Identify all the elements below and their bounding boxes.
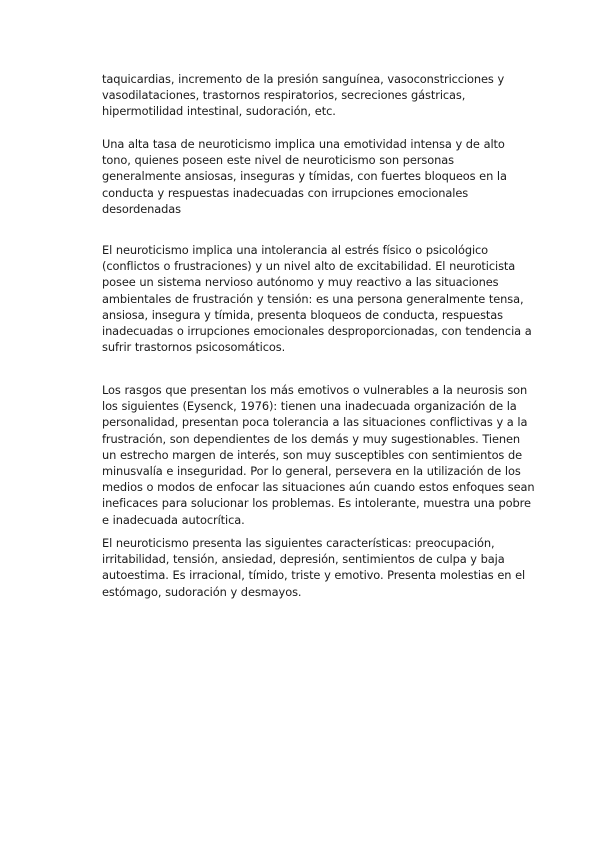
paragraph-high-neuroticism xyxy=(102,136,542,217)
text-line: (conflictos o frustraciones) y un nivel alto de excitabilidad. El neuroticista xyxy=(102,259,516,274)
paragraph-stress-intolerance xyxy=(102,242,542,355)
text-line: ineficaces para solucionar los problemas. Es intolerante, muestra una pobre xyxy=(102,496,531,511)
text-line: ansiosa, insegura y tímida, presenta bloqueos de conducta, respuestas xyxy=(102,307,503,322)
text-line: minusvalía e inseguridad. Por lo general, persevera en la utilización de los xyxy=(102,464,521,479)
text-line: autoestima. Es irracional, tímido, triste y emotivo. Presenta molestias en el xyxy=(102,568,526,583)
text-line: personalidad, presentan poca tolerancia a las situaciones conflictivas y a la xyxy=(102,415,528,430)
text-line: los siguientes (Eysenck, 1976): tienen una inadecuada organización de la xyxy=(102,399,517,414)
text-line: medios o modos de enfocar las situaciones aún cuando estos enfoques sean xyxy=(102,480,535,495)
text-line: taquicardias, incremento de la presión sanguínea, vasoconstricciones y xyxy=(102,72,505,86)
paragraph-characteristics xyxy=(102,535,542,600)
text-line: frustración, son dependientes de los demás y muy sugestionables. Tienen xyxy=(102,431,521,446)
text-line: Una alta tasa de neuroticismo implica una emotividad intensa y de alto xyxy=(102,137,505,151)
text-line: generalmente ansiosas, inseguras y tímidas, con fuertes bloqueos en la xyxy=(102,169,507,184)
text-line: vasodilataciones, trastornos respiratorios, secreciones gástricas, xyxy=(102,88,466,103)
text-line: e inadecuada autocrítica. xyxy=(102,512,245,527)
text-line: irritabilidad, tensión, ansiedad, depresión, sentimientos de culpa y baja xyxy=(102,552,505,567)
paragraph-physiological-symptoms xyxy=(102,71,542,120)
text-line: ambientales de frustración y tensión: es una persona generalmente tensa, xyxy=(102,291,524,306)
text-line: El neuroticismo presenta las siguientes características: preocupación, xyxy=(102,536,495,550)
text-line: sufrir trastornos psicosomáticos. xyxy=(102,340,286,355)
text-line: desordenadas xyxy=(102,201,182,216)
text-line: conducta y respuestas inadecuadas con irrupciones emocionales xyxy=(102,185,469,200)
text-line: El neuroticismo implica una intolerancia al estrés físico o psicológico xyxy=(102,243,489,257)
text-line: estómago, sudoración y desmayos. xyxy=(102,584,302,599)
text-line: un estrecho margen de interés, son muy susceptibles con sentimientos de xyxy=(102,447,523,462)
text-line: inadecuadas o irrupciones emocionales desproporcionadas, con tendencia a xyxy=(102,324,532,339)
paragraph-eysenck-traits xyxy=(102,382,542,528)
text-line: tono, quienes poseen este nivel de neuroticismo son personas xyxy=(102,153,454,168)
text-line: Los rasgos que presentan los más emotivos o vulnerables a la neurosis son xyxy=(102,383,528,397)
text-line: posee un sistema nervioso autónomo y muy reactivo a las situaciones xyxy=(102,275,499,290)
text-line: hipermotilidad intestinal, sudoración, etc. xyxy=(102,104,336,119)
